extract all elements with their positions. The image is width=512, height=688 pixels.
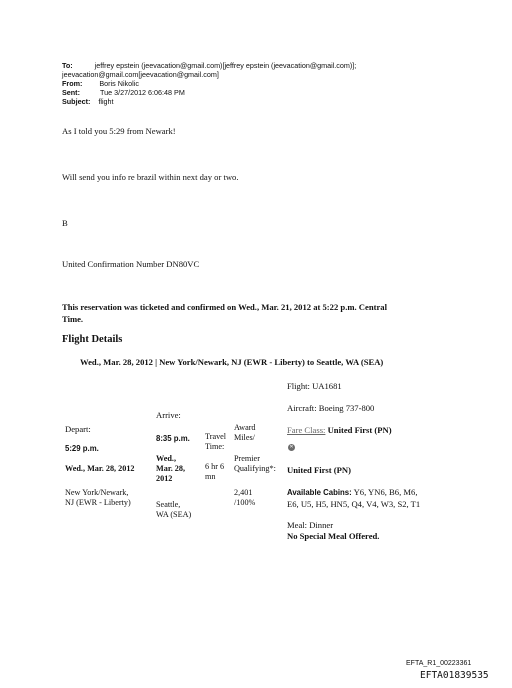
travel-time-label bbox=[205, 432, 226, 452]
aircraft: Aircraft: Boeing 737-800 bbox=[287, 403, 375, 413]
award-value-line-1: 2,401 bbox=[234, 488, 253, 497]
award-label-line-1: Award bbox=[234, 423, 256, 432]
fare-class-value: United First (PN) bbox=[327, 425, 392, 435]
origin bbox=[65, 488, 131, 508]
reservation-line-1: This reservation was ticketed and confirmed on Wed., Mar. 21, 2012 at 5:22 p.m. Central bbox=[62, 302, 387, 312]
sent-label: Sent: bbox=[62, 88, 80, 97]
close-circle-icon: ✕ bbox=[289, 444, 294, 450]
destination-line-1: Seattle, bbox=[156, 500, 181, 509]
premier-qualifying-label bbox=[234, 454, 276, 474]
arrive-day: Wed., bbox=[156, 454, 177, 463]
travel-time-value bbox=[205, 462, 224, 482]
flight-details-heading: Flight Details bbox=[62, 334, 123, 345]
body-line-newark: As I told you 5:29 from Newark! bbox=[62, 126, 176, 136]
travel-label-line-2: Time: bbox=[205, 442, 225, 451]
origin-line-1: New York/Newark, bbox=[65, 488, 129, 497]
to-value-continued: jeevacation@gmail.com[jeevacation@gmail.com] bbox=[62, 70, 219, 79]
premier-label-line-1: Premier bbox=[234, 454, 260, 463]
efta-code-large: EFTA01839535 bbox=[420, 670, 489, 681]
depart-date: Wed., Mar. 28, 2012 bbox=[65, 464, 135, 473]
to-value: jeffrey epstein (jeevacation@gmail.com)[jeffrey epstein (jeevacation@gmail.com)]; bbox=[94, 61, 357, 70]
premier-label-line-2: Qualifying*: bbox=[234, 464, 276, 473]
award-value-line-2: /100% bbox=[234, 498, 256, 507]
award-value bbox=[234, 488, 255, 508]
travel-label-line-1: Travel bbox=[205, 432, 227, 441]
destination bbox=[156, 500, 191, 520]
travel-value-line-2: mn bbox=[205, 472, 216, 481]
available-cabins-row bbox=[287, 487, 417, 497]
destination-line-2: WA (SEA) bbox=[156, 510, 192, 519]
efta-code-small: EFTA_R1_00223361 bbox=[406, 660, 472, 667]
award-label-line-2: Miles/ bbox=[234, 433, 255, 442]
body-signature: B bbox=[62, 218, 68, 228]
subject-label: Subject: bbox=[62, 97, 91, 106]
subject-value: flight bbox=[98, 97, 114, 106]
arrive-label: Arrive: bbox=[156, 410, 181, 420]
special-meal: No Special Meal Offered. bbox=[287, 531, 380, 541]
to-label: To: bbox=[62, 61, 73, 70]
depart-time: 5:29 p.m. bbox=[65, 444, 99, 453]
route-line: Wed., Mar. 28, 2012 | New York/Newark, NJ (EWR - Liberty) to Seattle, WA (SEA) bbox=[80, 357, 384, 367]
award-miles-label bbox=[234, 423, 256, 443]
meal-line: Meal: Dinner bbox=[287, 520, 334, 530]
sent-value: Tue 3/27/2012 6:06:48 PM bbox=[99, 88, 185, 97]
fare-class-row bbox=[287, 425, 392, 435]
fare-class-link[interactable]: Fare Class: bbox=[287, 425, 326, 435]
from-value: Boris Nikolic bbox=[99, 79, 139, 88]
arrive-date-line-2: 2012 bbox=[156, 474, 173, 483]
confirmation-number: United Confirmation Number DN80VC bbox=[62, 259, 200, 269]
fare-class-value-repeat: United First (PN) bbox=[287, 465, 351, 475]
arrive-date bbox=[156, 454, 185, 484]
arrive-date-line-1: Mar. 28, bbox=[156, 464, 186, 473]
available-cabins-label: Available Cabins: bbox=[287, 488, 352, 497]
available-cabins-value: Y6, YN6, B6, M6, bbox=[353, 487, 418, 497]
depart-label: Depart: bbox=[65, 424, 91, 434]
email-header bbox=[62, 61, 356, 106]
available-cabins-value-2: E6, U5, H5, HN5, Q4, V4, W3, S2, T1 bbox=[287, 499, 421, 509]
arrive-time: 8:35 p.m. bbox=[156, 434, 190, 443]
origin-line-2: NJ (EWR - Liberty) bbox=[65, 498, 131, 507]
flight-number: Flight: UA1681 bbox=[287, 381, 342, 391]
body-line-brazil: Will send you info re brazil within next day or two. bbox=[62, 172, 239, 182]
reservation-line-2: Time. bbox=[62, 314, 84, 324]
travel-value-line-1: 6 hr 6 bbox=[205, 462, 225, 471]
from-label: From: bbox=[62, 79, 83, 88]
